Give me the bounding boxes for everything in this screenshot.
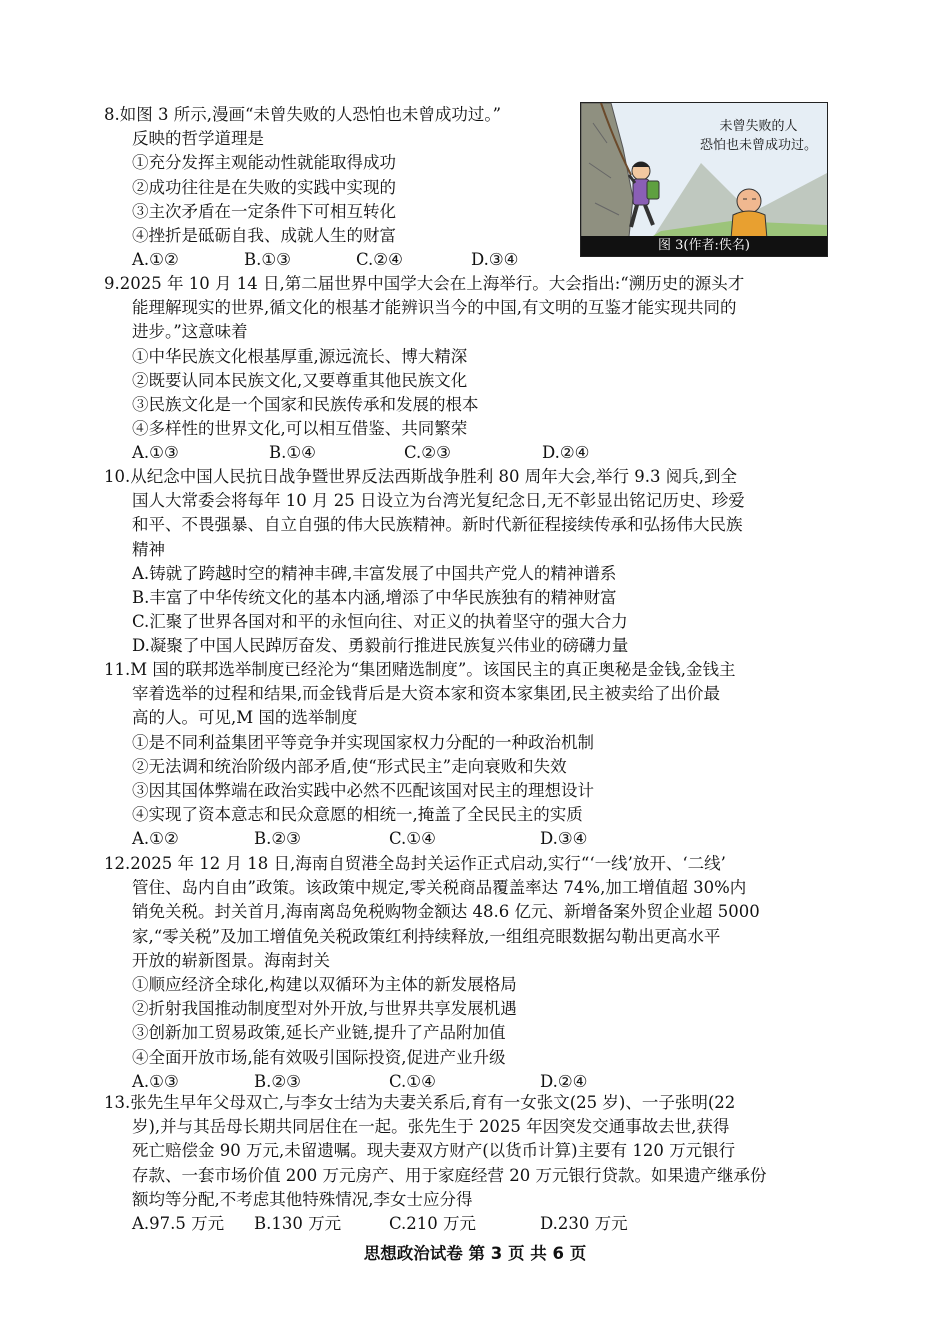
q12-option-c: C.①④ bbox=[389, 1071, 436, 1091]
q8-option-d: D.③④ bbox=[471, 250, 519, 270]
q11-option-b: B.②③ bbox=[254, 829, 301, 849]
q12-item: ③创新加工贸易政策,延长产业链,提升了产品附加值 bbox=[132, 1023, 506, 1043]
q13-stem-line: 13.张先生早年父母双亡,与李女士结为夫妻关系后,育有一女张文(25 岁)、一子张明(22 bbox=[104, 1093, 736, 1112]
q11-item: ①是不同利益集团平等竞争并实现国家权力分配的一种政治机制 bbox=[132, 732, 594, 752]
q12-stem-line: 管住、岛内自由”政策。该政策中规定,零关税商品覆盖率达 74%,加工增值超 30%内 bbox=[132, 878, 747, 898]
page-footer: 思想政治试卷 第 3 页 共 6 页 bbox=[363, 1244, 587, 1263]
figure-caption: 图 3(作者:佚名) bbox=[581, 236, 827, 256]
q13-option-c: C.210 万元 bbox=[389, 1213, 477, 1233]
q9-options bbox=[104, 441, 849, 465]
q10-stem-line: 精神 bbox=[132, 539, 165, 559]
q11-stem-line: 高的人。可见,M 国的选举制度 bbox=[132, 708, 358, 728]
q11-item: ④实现了资本意志和民众意愿的相统一,掩盖了全民民主的实质 bbox=[132, 805, 583, 825]
question-10 bbox=[104, 465, 849, 659]
q8-item: ①充分发挥主观能动性就能取得成功 bbox=[132, 153, 396, 173]
q11-options bbox=[104, 827, 849, 851]
q13-option-a: A.97.5 万元 bbox=[132, 1213, 225, 1233]
q9-stem-line: 能理解现实的世界,循文化的根基才能辨识当今的中国,有文明的互鉴才能实现共同的 bbox=[132, 298, 737, 318]
q11-stem-line: 11.M 国的联邦选举制度已经沦为“集团赌选制度”。该国民主的真正奥秘是金钱,金钱主 bbox=[104, 660, 736, 679]
q10-option-b: B.丰富了中华传统文化的基本内涵,增添了中华民族独有的精神财富 bbox=[132, 587, 617, 607]
q12-item: ④全面开放市场,能有效吸引国际投资,促进产业升级 bbox=[132, 1047, 506, 1067]
q13-stem-line: 死亡赔偿金 90 万元,未留遗嘱。现夫妻双方财产(以货币计算)主要有 120 万元银行 bbox=[132, 1141, 736, 1161]
q9-stem-line: 进步。”这意味着 bbox=[132, 322, 248, 342]
q13-stem-line: 额均等分配,不考虑其他特殊情况,李女士应分得 bbox=[132, 1189, 473, 1209]
cartoon-figure bbox=[580, 102, 828, 257]
q11-option-a: A.①② bbox=[132, 829, 179, 849]
q8-option-c: C.②④ bbox=[356, 250, 403, 270]
q10-option-c: C.汇聚了世界各国对和平的永恒向往、对正义的执着坚守的强大合力 bbox=[132, 612, 628, 632]
q8-option-b: B.①③ bbox=[244, 250, 291, 270]
q13-options bbox=[104, 1212, 849, 1236]
question-11 bbox=[104, 658, 849, 852]
q9-item: ④多样性的世界文化,可以相互借鉴、共同繁荣 bbox=[132, 419, 468, 439]
q13-stem-line: 岁),并与其岳母长期共同居住在一起。张先生于 2025 年因突发交通事故去世,获得 bbox=[132, 1117, 730, 1137]
q8-item: ②成功往往是在失败的实践中实现的 bbox=[132, 177, 396, 197]
q8-stem-line: 8.如图 3 所示,漫画“未曾失败的人恐怕也未曾成功过。” bbox=[104, 105, 502, 124]
q8-option-a: A.①② bbox=[132, 250, 179, 270]
q8-item: ③主次矛盾在一定条件下可相互转化 bbox=[132, 201, 396, 221]
q12-option-d: D.②④ bbox=[540, 1071, 588, 1091]
q9-option-c: C.②③ bbox=[404, 443, 451, 463]
q12-option-a: A.①③ bbox=[132, 1071, 179, 1091]
q10-option-d: D.凝聚了中国人民踔厉奋发、勇毅前行推进民族复兴伟业的磅礴力量 bbox=[132, 636, 629, 656]
q11-option-c: C.①④ bbox=[389, 829, 436, 849]
q11-item: ③因其国体弊端在政治实践中必然不匹配该国对民主的理想设计 bbox=[132, 780, 594, 800]
q9-item: ②既要认同本民族文化,又要尊重其他民族文化 bbox=[132, 370, 468, 390]
q9-stem-line: 9.2025 年 10 月 14 日,第二届世界中国学大会在上海举行。大会指出:“溯历史的源头才 bbox=[104, 274, 745, 293]
q13-stem-line: 存款、一套市场价值 200 万元房产、用于家庭经营 20 万元银行贷款。如果遗产继承份 bbox=[132, 1165, 767, 1185]
q13-option-b: B.130 万元 bbox=[254, 1213, 342, 1233]
q9-option-a: A.①③ bbox=[132, 443, 179, 463]
q8-stem-line: 反映的哲学道理是 bbox=[132, 129, 264, 149]
q9-item: ③民族文化是一个国家和民族传承和发展的根本 bbox=[132, 394, 479, 414]
q9-item: ①中华民族文化根基厚重,源远流长、博大精深 bbox=[132, 346, 468, 366]
q10-stem-line: 10.从纪念中国人民抗日战争暨世界反法西斯战争胜利 80 周年大会,举行 9.3 阅兵,到全 bbox=[104, 467, 737, 486]
q11-item: ②无法调和统治阶级内部矛盾,使“形式民主”走向衰败和失效 bbox=[132, 756, 567, 776]
q12-item: ①顺应经济全球化,构建以双循环为主体的新发展格局 bbox=[132, 974, 517, 994]
q13-option-d: D.230 万元 bbox=[540, 1213, 628, 1233]
q10-stem-line: 国人大常委会将每年 10 月 25 日设立为台湾光复纪念日,无不彰显出铭记历史、珍爱 bbox=[132, 491, 745, 511]
q10-option-a: A.铸就了跨越时空的精神丰碑,丰富发展了中国共产党人的精神谱系 bbox=[132, 563, 617, 583]
question-9 bbox=[104, 272, 849, 466]
q12-option-b: B.②③ bbox=[254, 1071, 301, 1091]
q12-stem-line: 销免关税。封关首月,海南离岛免税购物金额达 48.6 亿元、新增备案外贸企业超 5000 bbox=[132, 902, 760, 922]
q12-item: ②折射我国推动制度型对外开放,与世界共享发展机遇 bbox=[132, 999, 517, 1019]
q9-option-d: D.②④ bbox=[542, 443, 590, 463]
cartoon-speech-text: 未曾失败的人 恐怕也未曾成功过。 bbox=[699, 119, 817, 153]
question-12 bbox=[104, 852, 849, 1094]
q12-stem-line: 开放的崭新图景。海南封关 bbox=[132, 950, 330, 970]
q12-stem-line: 家,“零关税”及加工增值免关税政策红利持续释放,一组组亮眼数据勾勒出更高水平 bbox=[132, 926, 721, 946]
question-13 bbox=[104, 1091, 849, 1236]
q8-item: ④挫折是砥砺自我、成就人生的财富 bbox=[132, 225, 396, 245]
q11-option-d: D.③④ bbox=[540, 829, 588, 849]
q11-stem-line: 宰着选举的过程和结果,而金钱背后是大资本家和资本家集团,民主被卖给了出价最 bbox=[132, 684, 720, 704]
q12-stem-line: 12.2025 年 12 月 18 日,海南自贸港全岛封关运作正式启动,实行“‘一线’放开、‘二线’ bbox=[104, 854, 726, 873]
q10-stem-line: 和平、不畏强暴、自立自强的伟大民族精神。新时代新征程接续传承和弘扬伟大民族 bbox=[132, 515, 743, 535]
q9-option-b: B.①④ bbox=[269, 443, 316, 463]
